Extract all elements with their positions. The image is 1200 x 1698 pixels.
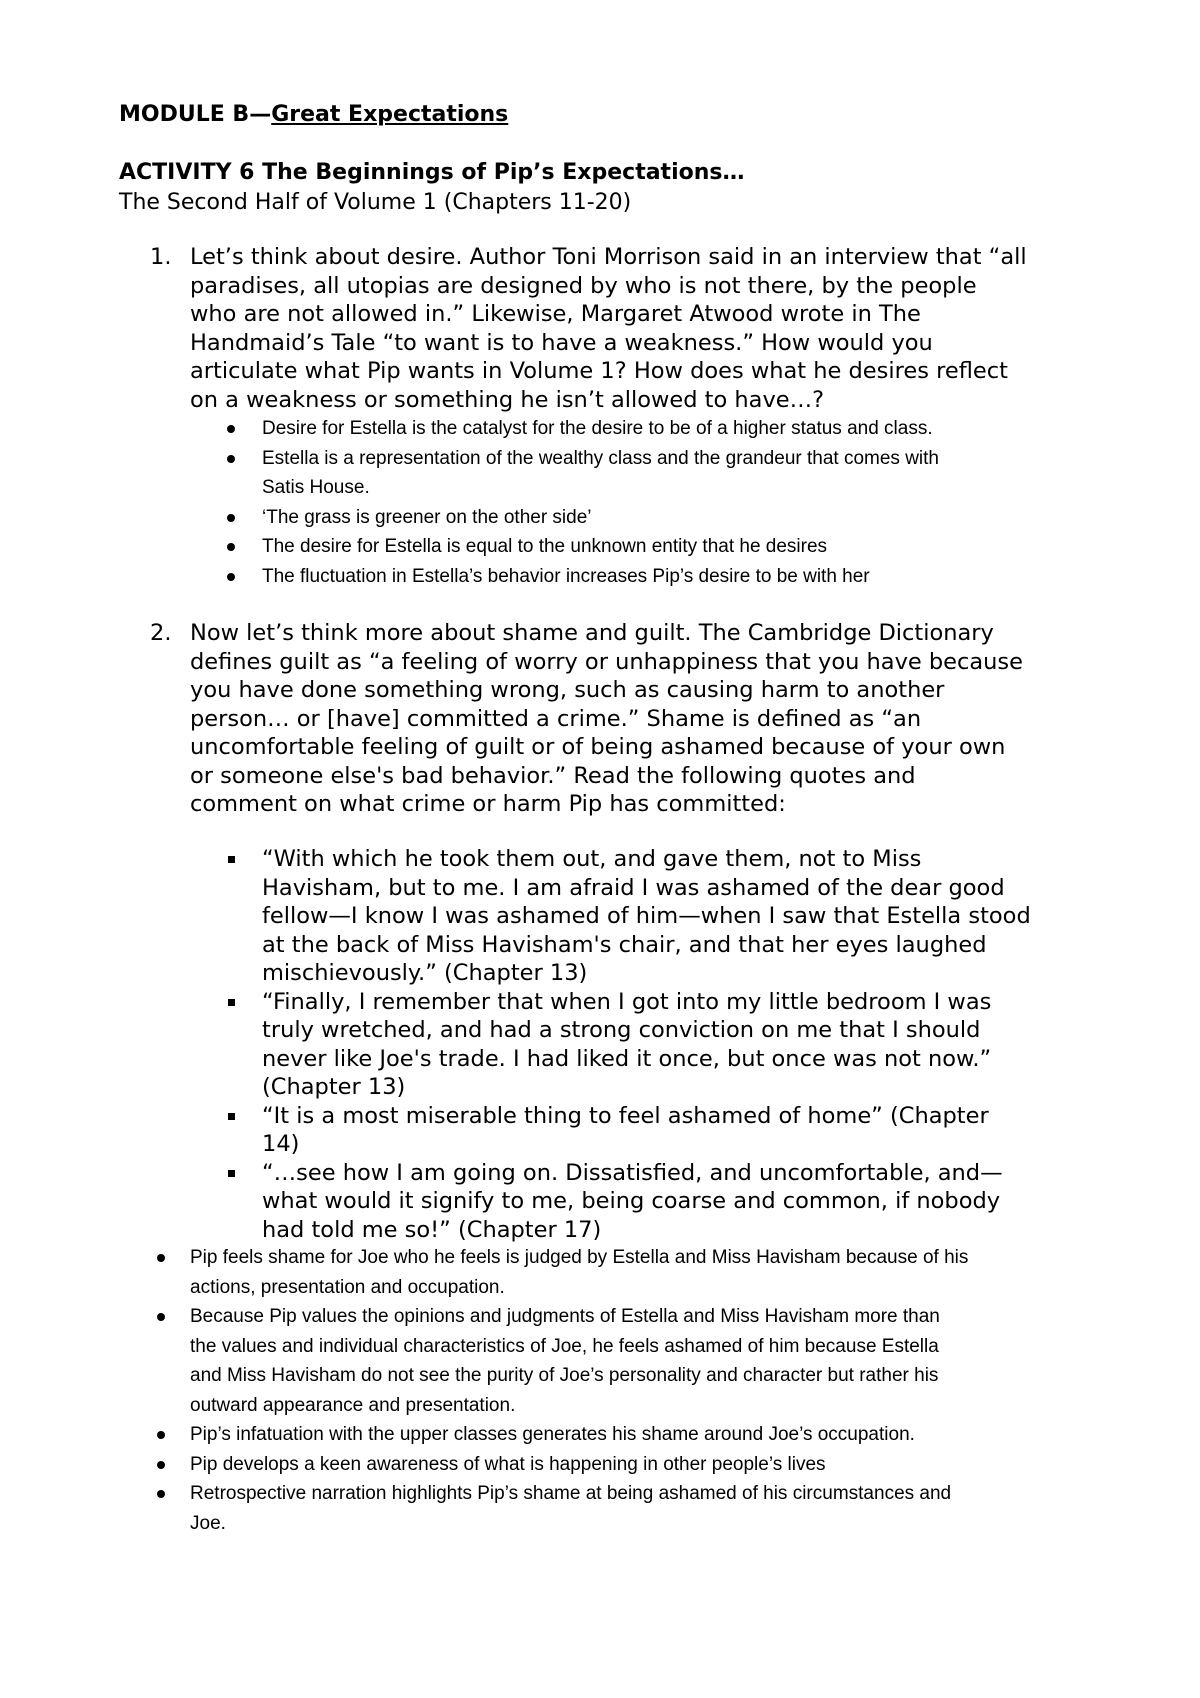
square-bullet-icon: [228, 999, 235, 1006]
answer-text: The fluctuation in Estella’s behavior increases Pip’s desire to be with her: [262, 565, 870, 587]
activity-heading: ACTIVITY 6 The Beginnings of Pip’s Expectations…: [119, 160, 745, 185]
quote-line: 14): [262, 1131, 300, 1157]
bullet-dot-icon: [227, 543, 235, 551]
answer-text: the values and individual characteristics of Joe, he feels ashamed of him because Estella: [190, 1335, 939, 1357]
answer-text: Pip develops a keen awareness of what is happening in other people’s lives: [190, 1453, 826, 1475]
quote-line: had told me so!” (Chapter 17): [262, 1216, 602, 1243]
question-2-line: or someone else's bad behavior.” Read the following quotes and: [190, 762, 916, 789]
answer-text: Because Pip values the opinions and judgments of Estella and Miss Havisham more than: [190, 1306, 940, 1327]
question-1-answer-list: [262, 414, 939, 591]
bullet-dot-icon: [227, 425, 235, 433]
module-title: Great Expectations: [271, 102, 509, 127]
answer-text: ‘The grass is greener on the other side’: [262, 506, 592, 528]
quote-item: [262, 1102, 1031, 1159]
bullet-dot-icon: [157, 1461, 165, 1469]
quote-line: “It is a most miserable thing to feel ashamed of home” (Chapter: [262, 1102, 989, 1129]
answer-item: [262, 414, 939, 444]
quote-item: [262, 845, 1031, 988]
quote-line: at the back of Miss Havisham's chair, and that her eyes laughed: [262, 931, 987, 958]
quote-line: mischievously.” (Chapter 13): [262, 960, 588, 986]
quote-line: Havisham, but to me. I am afraid I was ashamed of the dear good: [262, 874, 1005, 901]
answer-item: [262, 503, 939, 533]
question-2-line: you have done something wrong, such as causing harm to another: [190, 677, 945, 703]
answer-item: [262, 532, 939, 562]
question-1-text: [190, 243, 1027, 414]
answer-text: Joe.: [190, 1512, 226, 1534]
bullet-dot-icon: [227, 573, 235, 581]
quote-item: [262, 1159, 1031, 1245]
module-prefix: MODULE B—: [119, 102, 272, 127]
answer-item: [190, 1450, 968, 1480]
bullet-dot-icon: [157, 1254, 165, 1262]
question-1-line: paradises, all utopias are designed by who is not there, by the people: [190, 272, 977, 299]
question-2-answer-list: [190, 1243, 968, 1538]
question-1-line: Let’s think about desire. Author Toni Morrison said in an interview that “all: [190, 244, 1027, 270]
bullet-dot-icon: [157, 1313, 165, 1321]
quote-line: what would it signify to me, being coarse and common, if nobody: [262, 1188, 1001, 1214]
question-1-line: Handmaid’s Tale “to want is to have a weakness.” How would you: [190, 329, 933, 356]
answer-item: [262, 562, 939, 592]
square-bullet-icon: [228, 1170, 235, 1177]
answer-item: [190, 1243, 968, 1302]
module-heading: [119, 100, 508, 130]
question-2-line: uncomfortable feeling of guilt or of being ashamed because of your own: [190, 734, 1006, 760]
quote-line: truly wretched, and had a strong conviction on me that I should: [262, 1017, 981, 1043]
answer-item: [190, 1479, 968, 1538]
bullet-dot-icon: [157, 1490, 165, 1498]
question-2-text: [190, 619, 1023, 819]
quote-line: “…see how I am going on. Dissatisfied, and uncomfortable, and—: [262, 1159, 1003, 1186]
quote-line: (Chapter 13): [262, 1074, 406, 1100]
square-bullet-icon: [228, 856, 235, 863]
question-2-line: comment on what crime or harm Pip has committed:: [190, 791, 786, 817]
question-2-number: 2.: [150, 620, 172, 646]
activity-subtitle: The Second Half of Volume 1 (Chapters 11-20): [119, 190, 632, 215]
question-2-line: person… or [have] committed a crime.” Shame is defined as “an: [190, 705, 922, 732]
quote-line: never like Joe's trade. I had liked it once, but once was not now.”: [262, 1045, 992, 1072]
quote-line: fellow—I know I was ashamed of him—when I saw that Estella stood: [262, 903, 1031, 929]
question-2-line: defines guilt as “a feeling of worry or unhappiness that you have because: [190, 648, 1023, 675]
quote-line: “Finally, I remember that when I got into my little bedroom I was: [262, 988, 992, 1015]
bullet-dot-icon: [227, 455, 235, 463]
answer-item: [190, 1302, 968, 1420]
answer-text: Pip’s infatuation with the upper classes generates his shame around Joe’s occupation.: [190, 1424, 915, 1445]
question-1-line: on a weakness or something he isn’t allowed to have…?: [190, 386, 825, 413]
bullet-dot-icon: [157, 1431, 165, 1439]
answer-text: Estella is a representation of the wealthy class and the grandeur that comes with: [262, 447, 939, 469]
answer-text: and Miss Havisham do not see the purity of Joe’s personality and character but rather his: [190, 1365, 939, 1386]
question-1-number: 1.: [150, 244, 172, 270]
quote-list: [262, 845, 1031, 1244]
answer-text: Pip feels shame for Joe who he feels is judged by Estella and Miss Havisham because of his: [190, 1247, 969, 1268]
answer-text: outward appearance and presentation.: [190, 1394, 516, 1416]
question-1-line: who are not allowed in.” Likewise, Margaret Atwood wrote in The: [190, 301, 921, 327]
answer-text: actions, presentation and occupation.: [190, 1276, 505, 1298]
answer-text: Desire for Estella is the catalyst for the desire to be of a higher status and class.: [262, 418, 933, 439]
bullet-dot-icon: [227, 514, 235, 522]
answer-text: Satis House.: [262, 477, 370, 498]
answer-text: The desire for Estella is equal to the unknown entity that he desires: [262, 536, 828, 557]
answer-text: Retrospective narration highlights Pip’s shame at being ashamed of his circumstances and: [190, 1483, 952, 1504]
quote-line: “With which he took them out, and gave them, not to Miss: [262, 846, 922, 872]
question-1-line: articulate what Pip wants in Volume 1? How does what he desires reflect: [190, 358, 1008, 384]
question-2-line: Now let’s think more about shame and guilt. The Cambridge Dictionary: [190, 620, 994, 646]
square-bullet-icon: [228, 1113, 235, 1120]
answer-item: [262, 444, 939, 503]
quote-item: [262, 988, 1031, 1102]
answer-item: [190, 1420, 968, 1450]
